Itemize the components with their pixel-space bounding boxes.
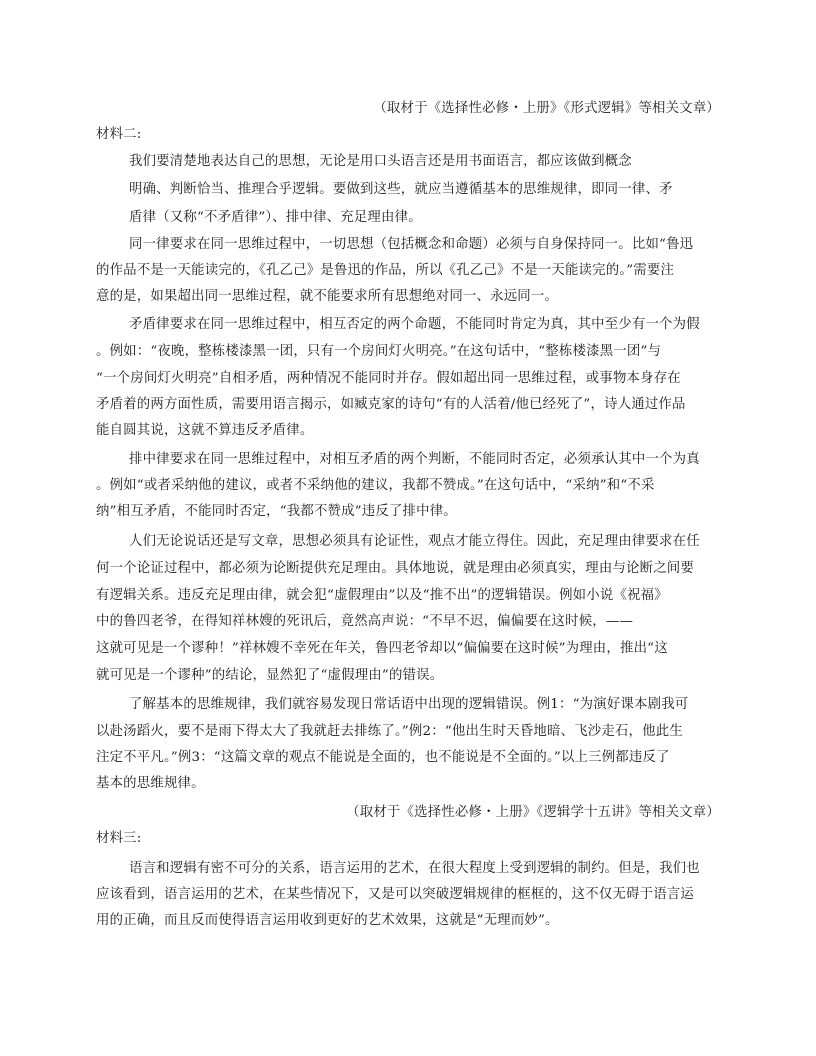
paragraph-line: 意的是，如果超出同一思维过程，就不能要求所有思想绝对同一、永远同一。 [96, 289, 559, 304]
paragraph-line: 同一律要求在同一思维过程中，一切思想（包括概念和命题）必须与自身保持同一。比如“鲁迅 [129, 237, 694, 252]
source-citation-1: （取材于《选择性必修・上册》《形式逻辑》等相关文章） [373, 101, 720, 116]
paragraph-line: 明确、判断恰当、推理合乎逻辑。要做到这些，就应当遵循基本的思维规律，即同一律、矛 [129, 182, 673, 197]
paragraph-line: 能自圆其说，这就不算违反矛盾律。 [96, 423, 314, 438]
paragraph-line: 这就可见是一个谬种！”祥林嫂不幸死在年关，鲁四老爷却以“偏偏要在这时候”为理由，推出“这 [96, 641, 668, 656]
paragraph-line: 纳”相互矛盾，不能同时否定，“我都不赞成”违反了排中律。 [96, 504, 457, 519]
paragraph-line: 注定不平凡。”例3：“这篇文章的观点不能说是全面的，也不能说是不全面的。”以上三例都违反了 [96, 750, 670, 765]
paragraph-line: 人们无论说话还是写文章，思想必须具有论证性，观点才能立得住。因此，充足理由律要求在任 [129, 534, 700, 549]
paragraph-line: 语言和逻辑有密不可分的关系，语言运用的艺术，在很大程度上受到逻辑的制约。但是，我们也 [129, 861, 700, 876]
source-citation-2: （取材于《选择性必修・上册》《逻辑学十五讲》等相关文章） [346, 805, 720, 820]
material-2-heading: 材料二: [96, 127, 142, 142]
paragraph-line: 中的鲁四老爷，在得知祥林嫂的死讯后，竟然高声说：“不早不迟，偏偏要在这时候，—— [96, 614, 634, 629]
paragraph-line: 。例如：“夜晚，整栋楼漆黑一团，只有一个房间灯火明亮。”在这句话中，“整栋楼漆黑一团”与 [96, 344, 662, 359]
paragraph-line: 我们要清楚地表达自己的思想，无论是用口头语言还是用书面语言，都应该做到概念 [129, 154, 632, 169]
paragraph-line: 的作品不是一天能读完的，《孔乙己》是鲁迅的作品，所以《孔乙己》不是一天能读完的。”需要注 [96, 263, 675, 278]
paragraph-line: 基本的思维规律。 [96, 776, 205, 791]
paragraph-line: “一个房间灯火明亮”自相矛盾，两种情况不能同时并存。假如超出同一思维过程，或事物本身存在 [96, 371, 681, 386]
paragraph-line: 盾律（又称“不矛盾律”）、排中律、充足理由律。 [129, 210, 422, 225]
paragraph-line: 了解基本的思维规律，我们就容易发现日常话语中出现的逻辑错误。例1：“为演好课本剧我可 [129, 697, 689, 712]
paragraph-line: 矛盾律要求在同一思维过程中，相互否定的两个命题，不能同时肯定为真，其中至少有一个为假 [129, 317, 700, 332]
paragraph-line: 。例如“或者采纳他的建议，或者不采纳他的建议，我都不赞成。”在这句话中，“采纳”和“不采 [96, 478, 655, 493]
paragraph-line: 就可见是一个谬种”的结论，显然犯了“虚假理由”的错误。 [96, 668, 444, 683]
paragraph-line: 用的正确，而且反而使得语言运用收到更好的艺术效果，这就是“无理而妙”。 [96, 913, 559, 928]
paragraph-line: 何一个论证过程中，都必须为论断提供充足理由。具体地说，就是理由必须真实，理由与论断之间要 [96, 561, 694, 576]
paragraph-line: 应该看到，语言运用的艺术，在某些情况下，又是可以突破逻辑规律的框框的，这不仅无碍于语言运 [96, 887, 694, 902]
paragraph-line: 排中律要求在同一思维过程中，对相互矛盾的两个判断，不能同时否定，必须承认其中一个为真 [129, 452, 700, 467]
material-3-heading: 材料三: [96, 831, 142, 846]
paragraph-line: 矛盾着的两方面性质，需要用语言揭示，如臧克家的诗句“有的人活着/他已经死了”，诗人通过作品 [96, 397, 686, 412]
paragraph-line: 有逻辑关系。违反充足理由律，就会犯“虚假理由”以及“推不出”的逻辑错误。例如小说《祝福》 [96, 588, 668, 603]
paragraph-line: 以赴汤蹈火，要不是雨下得太大了我就赶去排练了。”例2：“他出生时天昏地暗、飞沙走石，他此生 [96, 724, 683, 739]
